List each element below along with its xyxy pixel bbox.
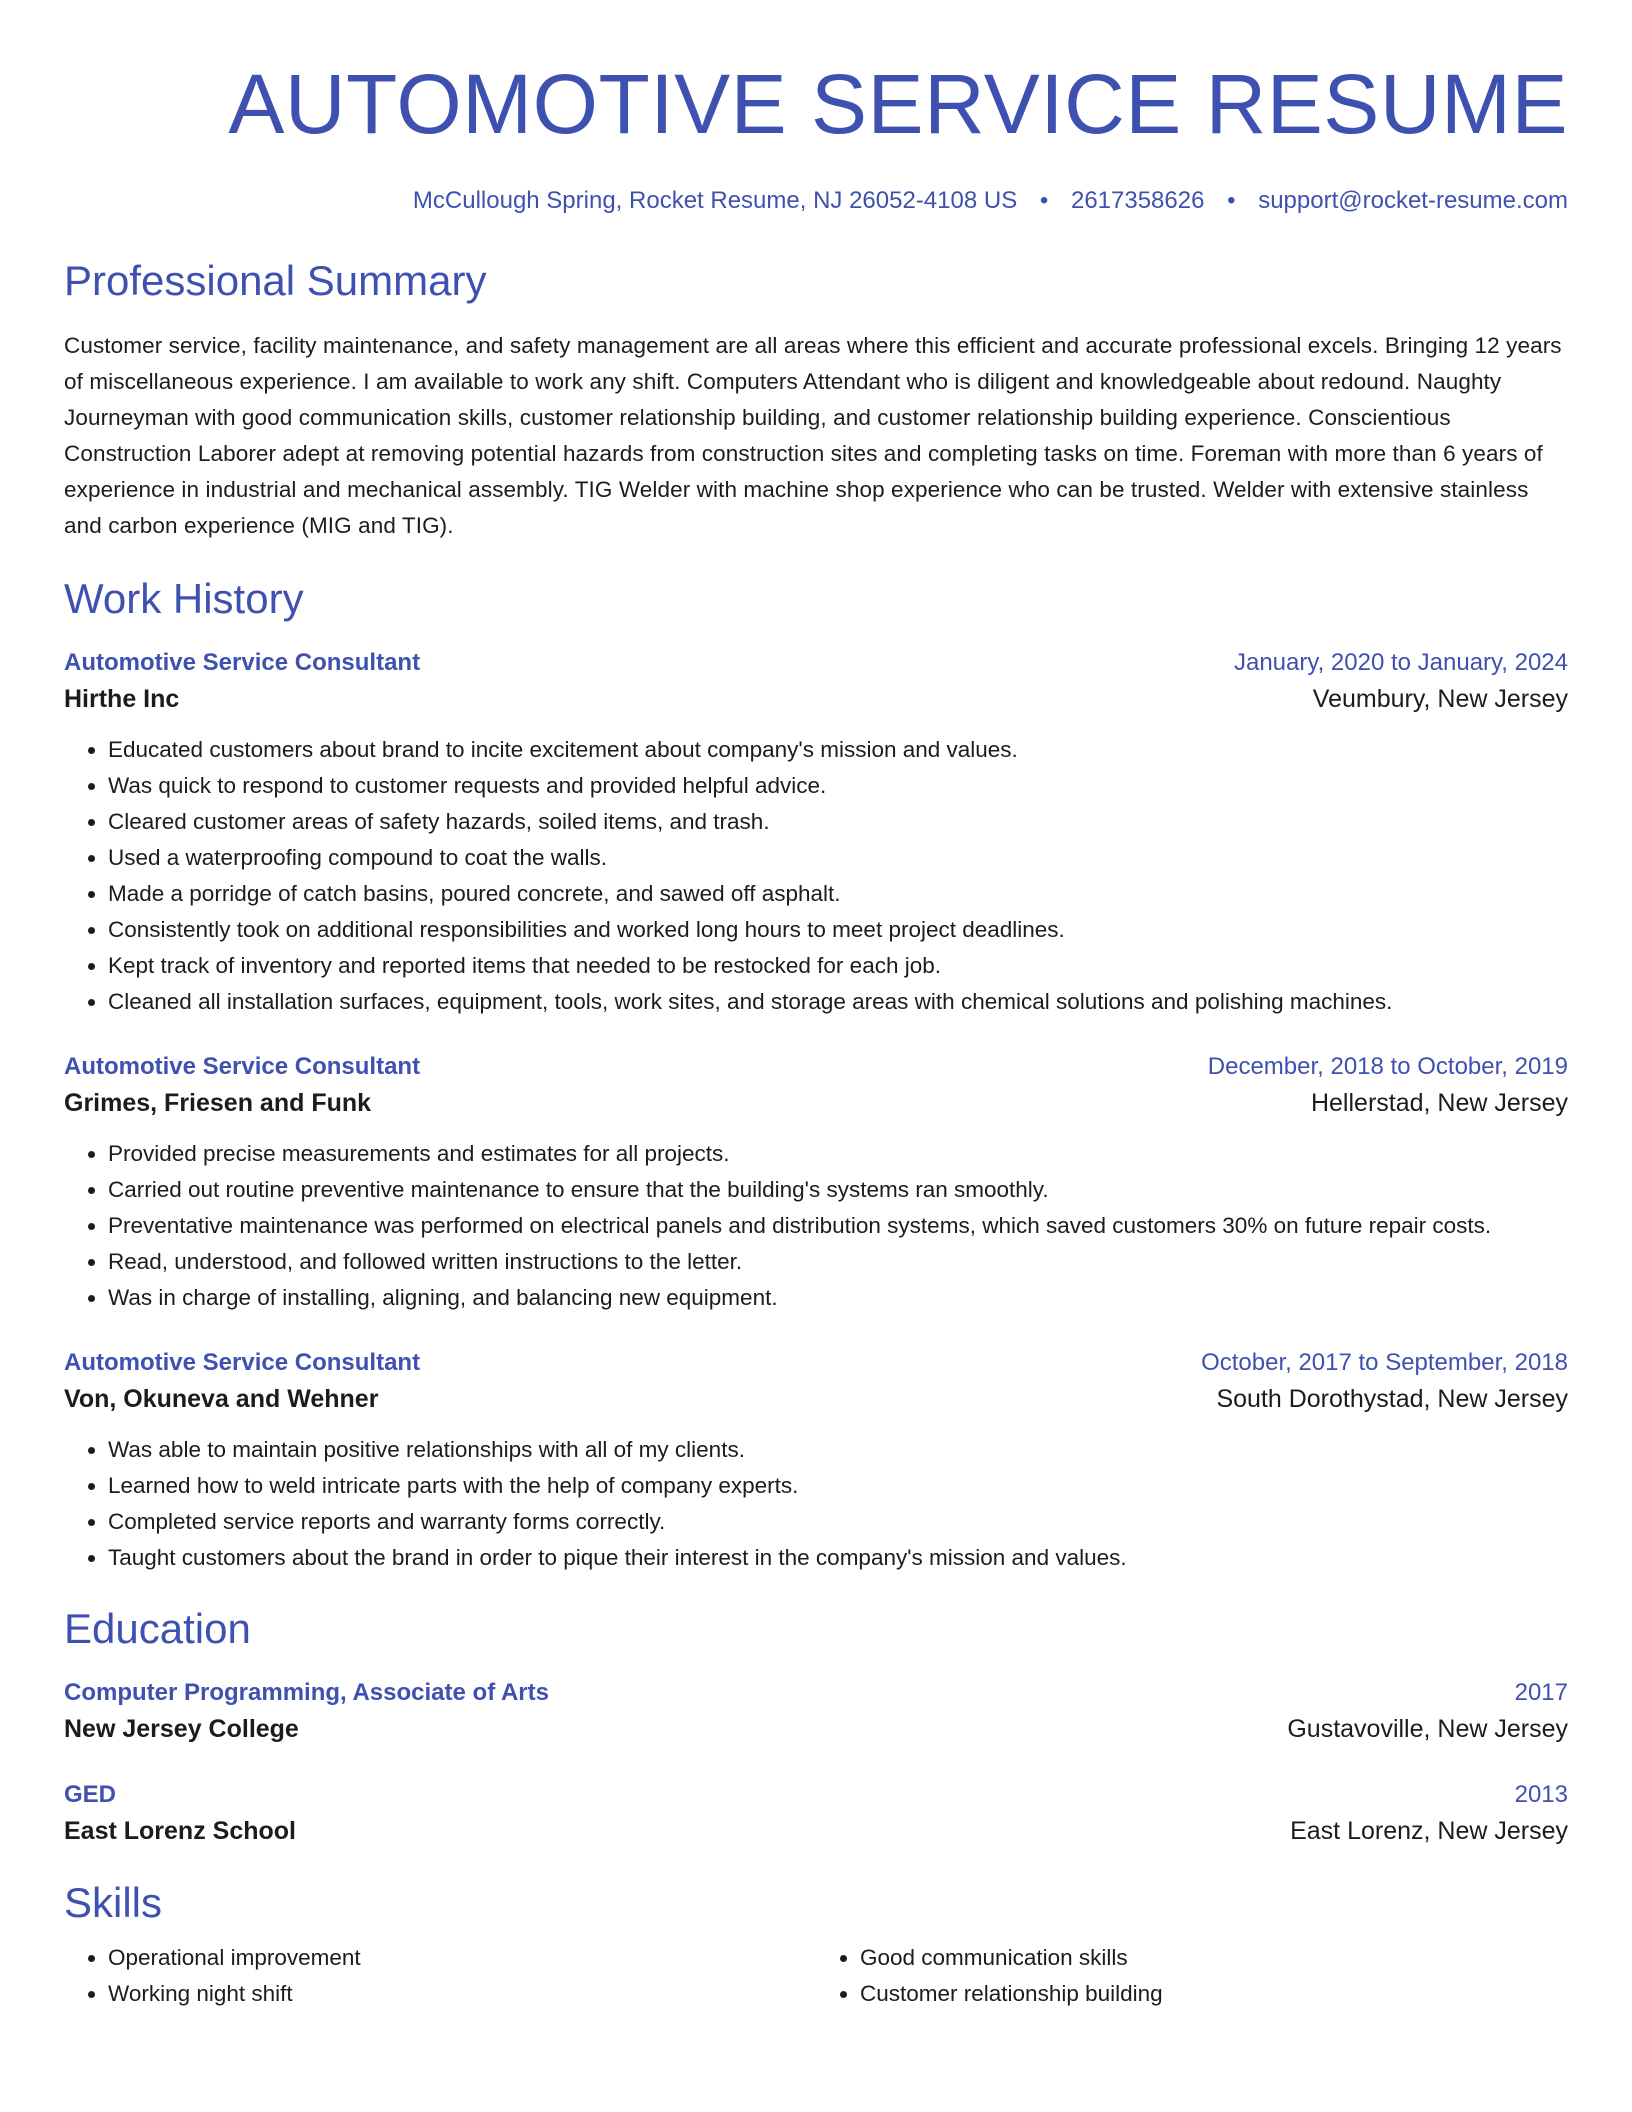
school-location: East Lorenz, New Jersey <box>1290 1817 1568 1845</box>
list-item: • Was able to maintain positive relationships with all of my clients. <box>108 1432 1568 1468</box>
degree-name: Computer Programming, Associate of Arts <box>64 1679 549 1706</box>
summary-text: Customer service, facility maintenance, and safety management are all areas where this efficient and accurate professional excels. Bringing 12 years of miscellaneous experience. I am available to work any shift. Computers Attendant who is diligent and knowledgeable about redound. Naughty Journeyman with good communication skills, customer relationship building, and customer relationship building experience. Conscientious Construction Laborer adept at removing potential hazards from construction sites and completing tasks on time. Foreman with more than 6 years of experience in industrial and mechanical assembly. TIG Welder with machine shop experience who can be trusted. Welder with extensive stainless and carbon experience (MIG and TIG). <box>64 333 1562 538</box>
contact-phone[interactable]: 2617358626 <box>1070 187 1205 214</box>
list-item: • Kept track of inventory and reported items that needed to be restocked for each job. <box>108 948 1568 984</box>
list-item: • Provided precise measurements and estimates for all projects. <box>108 1136 1568 1172</box>
skill-item: • Good communication skills <box>860 1940 1568 1976</box>
graduation-year: 2017 <box>1514 1679 1568 1706</box>
list-item: • Carried out routine preventive maintenance to ensure that the building's systems ran smoothly. <box>108 1172 1568 1208</box>
skill-item: • Working night shift <box>108 1976 816 2012</box>
education-entry <box>64 1778 1568 1850</box>
list-item: • Preventative maintenance was performed on electrical panels and distribution systems, which saved customers 30% on future repair costs. <box>108 1208 1568 1244</box>
job-title: Automotive Service Consultant <box>64 1053 421 1080</box>
job-dates: December, 2018 to October, 2019 <box>1207 1053 1568 1080</box>
list-item: • Consistently took on additional responsibilities and worked long hours to meet project deadlines. <box>108 912 1568 948</box>
job-title: Automotive Service Consultant <box>64 649 421 676</box>
job-bullets <box>64 1432 1568 1576</box>
list-item: • Read, understood, and followed written instructions to the letter. <box>108 1244 1568 1280</box>
section-title-work-history: Work History <box>64 575 304 622</box>
school-location: Gustavoville, New Jersey <box>1287 1715 1568 1743</box>
degree-name: GED <box>64 1781 117 1808</box>
contact-separator: • <box>1039 187 1049 214</box>
graduation-year: 2013 <box>1514 1781 1568 1808</box>
list-item: • Taught customers about the brand in order to pique their interest in the company's mission and values. <box>108 1540 1568 1576</box>
job-location: Hellerstad, New Jersey <box>1310 1089 1568 1117</box>
skills-list <box>64 1940 1568 2012</box>
list-item: • Made a porridge of catch basins, poured concrete, and sawed off asphalt. <box>108 876 1568 912</box>
skill-item: • Customer relationship building <box>860 1976 1568 2012</box>
resume-title: AUTOMOTIVE SERVICE RESUME <box>228 57 1568 151</box>
list-item: • Completed service reports and warranty forms correctly. <box>108 1504 1568 1540</box>
contact-separator: • <box>1227 187 1236 214</box>
job-entry <box>64 1346 1568 1576</box>
skills-column-right <box>816 1940 1568 2012</box>
school-name: New Jersey College <box>64 1715 299 1743</box>
list-item: • Was in charge of installing, aligning, and balancing new equipment. <box>108 1280 1568 1316</box>
list-item: • Learned how to weld intricate parts with the help of company experts. <box>108 1468 1568 1504</box>
skill-item: • Operational improvement <box>108 1940 816 1976</box>
resume-header <box>64 56 1568 216</box>
list-item: • Used a waterproofing compound to coat the walls. <box>108 840 1568 876</box>
skills-column-left <box>64 1940 816 2012</box>
company-name: Hirthe Inc <box>64 685 180 713</box>
contact-address: McCullough Spring, Rocket Resume, NJ 26052-4108 US <box>412 187 1018 214</box>
job-bullets <box>64 732 1568 1020</box>
list-item: • Cleaned all installation surfaces, equipment, tools, work sites, and storage areas with chemical solutions and polishing machines. <box>108 984 1568 1020</box>
company-name: Grimes, Friesen and Funk <box>64 1089 372 1117</box>
school-name: East Lorenz School <box>64 1817 296 1845</box>
list-item: • Was quick to respond to customer requests and provided helpful advice. <box>108 768 1568 804</box>
job-location: Veumbury, New Jersey <box>1312 685 1568 713</box>
job-dates: January, 2020 to January, 2024 <box>1233 649 1568 676</box>
job-bullets <box>64 1136 1568 1316</box>
job-location: South Dorothystad, New Jersey <box>1216 1385 1568 1413</box>
company-name: Von, Okuneva and Wehner <box>64 1385 379 1413</box>
job-entry <box>64 646 1568 1020</box>
list-item: • Cleared customer areas of safety hazards, soiled items, and trash. <box>108 804 1568 840</box>
list-item: • Educated customers about brand to incite excitement about company's mission and values. <box>108 732 1568 768</box>
section-title-education: Education <box>64 1605 251 1652</box>
section-title-skills: Skills <box>64 1879 163 1926</box>
job-entry <box>64 1050 1568 1316</box>
education-entry <box>64 1676 1568 1748</box>
job-title: Automotive Service Consultant <box>64 1349 421 1376</box>
contact-email[interactable]: support@rocket-resume.com <box>1258 187 1568 214</box>
section-title-professional-summary: Professional Summary <box>64 257 487 304</box>
contact-line <box>64 186 1568 216</box>
job-dates: October, 2017 to September, 2018 <box>1201 1349 1568 1376</box>
